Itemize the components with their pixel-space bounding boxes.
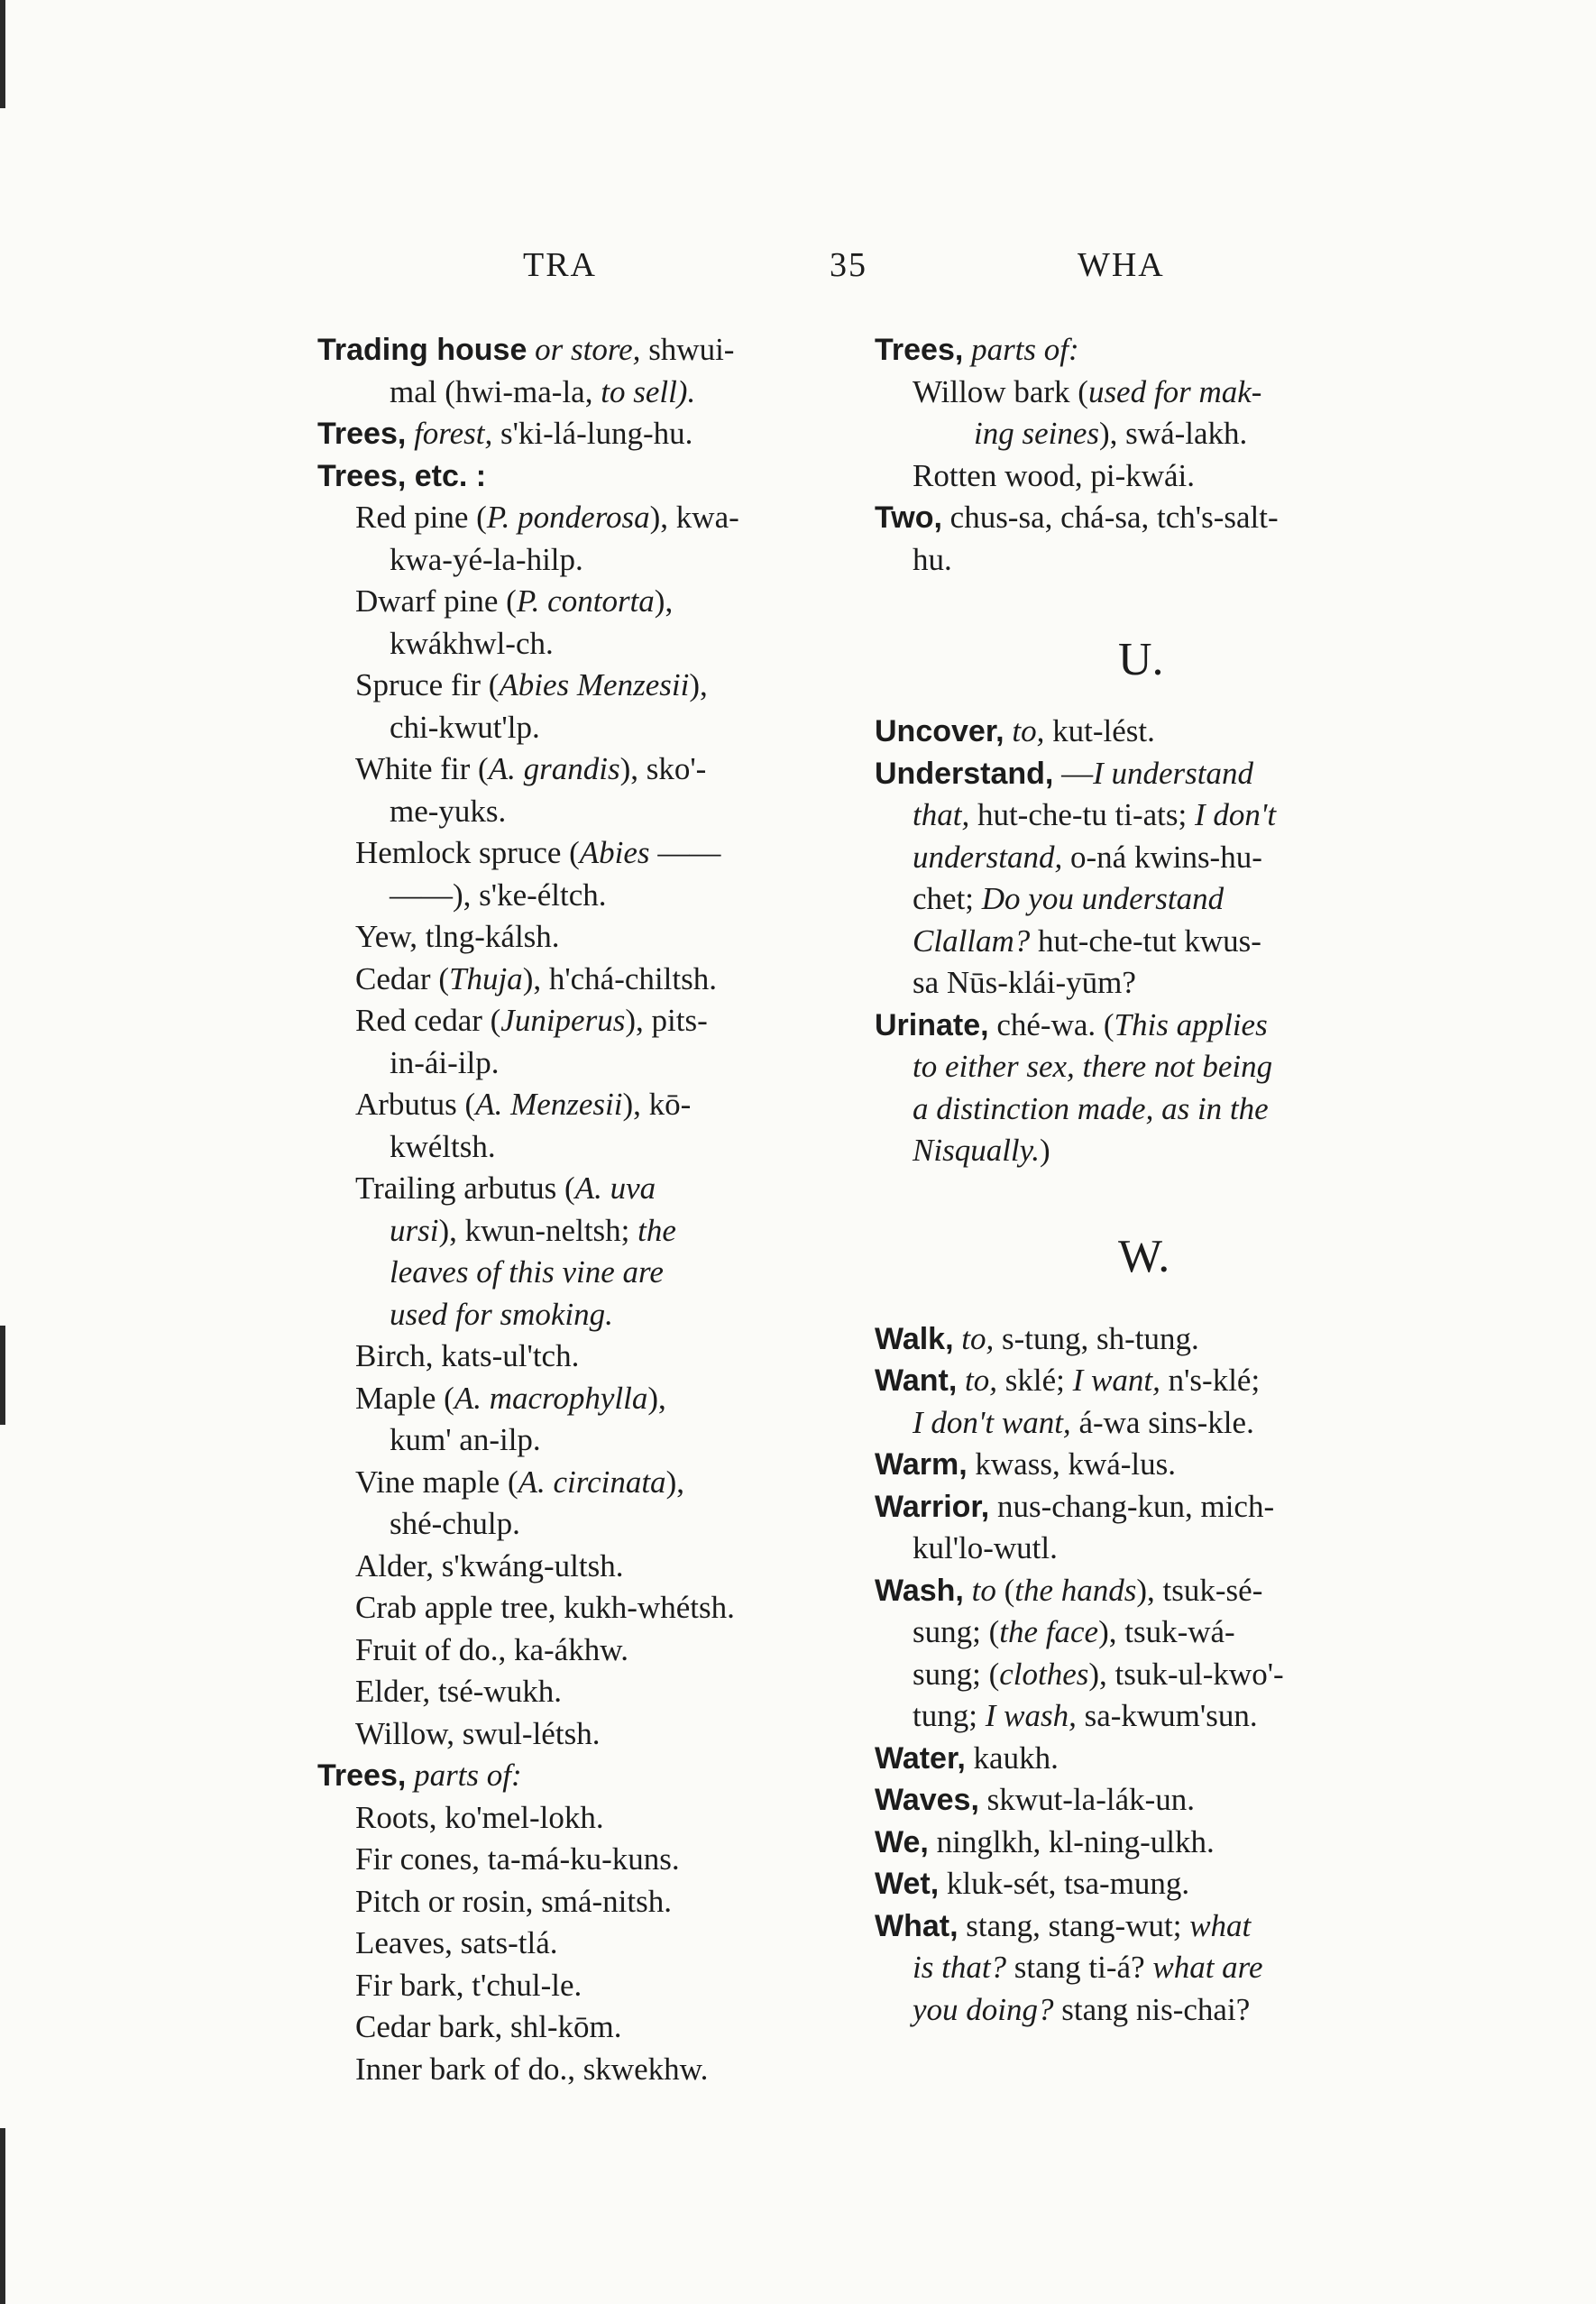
italic-qualifier: to, bbox=[957, 1363, 998, 1398]
entry-text: Fruit of do., ka-ákhw. bbox=[355, 1631, 628, 1667]
entry-continuation-line bbox=[317, 916, 818, 959]
entry-text: kwákhwl-ch. bbox=[390, 625, 554, 661]
entry-text: Crab apple tree, kukh-whétsh. bbox=[355, 1590, 735, 1625]
entry-continuation-line bbox=[317, 1378, 818, 1420]
entry-continuation-line bbox=[317, 1965, 818, 2007]
entry-text: ), sko'- bbox=[619, 751, 707, 786]
entry-continuation-line bbox=[875, 455, 1380, 498]
section-spacer bbox=[875, 1284, 1380, 1318]
entry-text: kul'lo-wutl. bbox=[913, 1530, 1058, 1565]
entry-text: Roots, ko'mel-lokh. bbox=[355, 1799, 604, 1835]
entry-continuation-line bbox=[875, 1046, 1380, 1088]
italic-qualifier: to, bbox=[953, 1320, 995, 1356]
entry-continuation-line bbox=[317, 1294, 818, 1336]
entry-text: sa-kwum'sun. bbox=[1076, 1698, 1258, 1733]
entry-headword-line bbox=[875, 1318, 1380, 1361]
entry-continuation-line bbox=[875, 1088, 1380, 1131]
entry-text: ), kwun-neltsh; bbox=[438, 1212, 638, 1248]
entry-text: s-tung, sh-tung. bbox=[994, 1320, 1199, 1356]
entry-text: Cedar bark, shl-kōm. bbox=[355, 2009, 622, 2044]
entry-continuation-line bbox=[875, 962, 1380, 1005]
headword: Two, bbox=[875, 500, 942, 535]
entry-continuation-line bbox=[317, 1839, 818, 1881]
entry-text: o-ná kwins-hu- bbox=[1062, 839, 1262, 875]
entry-continuation-line bbox=[875, 878, 1380, 921]
entry-text: Fir cones, ta-má-ku-kuns. bbox=[355, 1841, 680, 1877]
italic-gloss: you doing? bbox=[913, 1991, 1054, 2027]
italic-gloss: I wash, bbox=[985, 1698, 1077, 1733]
italic-gloss: I don't want, bbox=[913, 1404, 1071, 1440]
entry-text: Red pine ( bbox=[355, 500, 487, 535]
headword: Warm, bbox=[875, 1447, 968, 1482]
entry-text: ), h'chá-chiltsh. bbox=[522, 960, 717, 996]
entry-text: mal (hwi-ma-la, bbox=[390, 373, 601, 409]
entry-continuation-line bbox=[317, 1713, 818, 1756]
entry-continuation-line bbox=[317, 1042, 818, 1085]
entry-text: ), kwa- bbox=[649, 500, 739, 535]
entry-text: ché-wa. ( bbox=[988, 1006, 1114, 1042]
entry-text: stang ti-á? bbox=[1006, 1950, 1153, 1985]
left-column bbox=[317, 329, 818, 2090]
entry-text: sa Nūs-klái-yūm? bbox=[913, 965, 1136, 1000]
entry-text: kum' an-ilp. bbox=[390, 1422, 541, 1457]
headword: Trees, etc. : bbox=[317, 458, 487, 493]
entry-text: stang nis-chai? bbox=[1053, 1991, 1251, 2027]
entry-continuation-line bbox=[317, 1503, 818, 1546]
headword: We, bbox=[875, 1824, 929, 1859]
entry-continuation-line bbox=[317, 1084, 818, 1126]
entry-text: me-yuks. bbox=[390, 793, 507, 829]
headword: Urinate, bbox=[875, 1007, 989, 1042]
entry-text: Arbutus ( bbox=[355, 1087, 476, 1122]
running-header bbox=[316, 245, 1380, 290]
entry-text: Leaves, sats-tlá. bbox=[355, 1925, 558, 1960]
italic-gloss: to either sex, there not being bbox=[913, 1049, 1273, 1084]
entry-headword-line bbox=[875, 497, 1380, 539]
italic-gloss: the face bbox=[999, 1614, 1099, 1649]
entry-continuation-line bbox=[875, 413, 1380, 455]
species-name: Abies bbox=[579, 835, 650, 870]
entry-continuation-line bbox=[317, 1252, 818, 1294]
entry-headword-line bbox=[875, 1570, 1380, 1612]
entry-text: in-ái-ilp. bbox=[390, 1044, 500, 1080]
entry-text: Willow bark ( bbox=[913, 373, 1088, 409]
entry-text: Fir bark, t'chul-le. bbox=[355, 1967, 582, 2003]
italic-qualifier: parts of: bbox=[406, 1758, 522, 1793]
entry-continuation-line bbox=[317, 1923, 818, 1965]
entry-text: —— bbox=[649, 835, 721, 870]
entry-text: Trailing arbutus ( bbox=[355, 1170, 575, 1206]
entry-headword-line bbox=[875, 329, 1380, 372]
headword: Trees, bbox=[317, 417, 407, 451]
entry-headword-line bbox=[317, 1755, 818, 1797]
headword: Trading house bbox=[317, 333, 527, 367]
italic-gloss: ursi bbox=[390, 1212, 439, 1248]
italic-gloss: that, bbox=[913, 797, 970, 832]
entry-continuation-line bbox=[317, 1462, 818, 1504]
species-name: Thuja bbox=[448, 960, 523, 996]
entry-continuation-line bbox=[317, 1000, 818, 1042]
entry-text: Vine maple ( bbox=[355, 1464, 518, 1500]
entry-continuation-line bbox=[317, 748, 818, 791]
headword: What, bbox=[875, 1908, 959, 1943]
species-name: Juniperus bbox=[500, 1003, 626, 1038]
entry-continuation-line bbox=[875, 1989, 1380, 2032]
entry-text: Dwarf pine ( bbox=[355, 583, 517, 619]
italic-qualifier: to bbox=[963, 1572, 996, 1608]
entry-text: nus-chang-kun, mich- bbox=[989, 1488, 1275, 1524]
italic-gloss: understand, bbox=[913, 839, 1063, 875]
entry-headword-line bbox=[875, 753, 1380, 795]
page-number: 35 bbox=[830, 246, 867, 284]
headword: Wash, bbox=[875, 1573, 964, 1608]
italic-gloss: I understand bbox=[1093, 755, 1254, 791]
italic-gloss: a distinction made, as in the bbox=[913, 1090, 1269, 1126]
entry-headword-line bbox=[875, 711, 1380, 753]
entry-continuation-line bbox=[875, 921, 1380, 963]
entry-text: ), bbox=[665, 1464, 684, 1500]
species-name: A. macrophylla bbox=[454, 1380, 648, 1416]
header-right-guideword: WHA bbox=[1078, 246, 1165, 284]
italic-qualifier: forest, bbox=[406, 416, 493, 451]
entry-continuation-line bbox=[317, 832, 818, 875]
entry-continuation-line bbox=[875, 1654, 1380, 1696]
entry-continuation-line bbox=[317, 1546, 818, 1588]
entry-text: ), bbox=[647, 1380, 666, 1416]
entry-continuation-line bbox=[317, 665, 818, 707]
entry-continuation-line bbox=[875, 1402, 1380, 1445]
entry-text: kwass, kwá-lus. bbox=[967, 1446, 1177, 1482]
entry-continuation-line bbox=[317, 959, 818, 1001]
entry-text: chet; bbox=[913, 881, 982, 916]
entry-continuation-line bbox=[317, 1587, 818, 1629]
entry-continuation-line bbox=[317, 1210, 818, 1253]
entry-text: ), kō- bbox=[622, 1087, 692, 1122]
species-name: P. contorta bbox=[516, 583, 655, 619]
scan-edge-shadow bbox=[0, 2128, 5, 2304]
entry-text: sung; ( bbox=[913, 1614, 1000, 1649]
species-name: used for mak- bbox=[1087, 373, 1262, 409]
entry-continuation-line bbox=[317, 1336, 818, 1378]
entry-continuation-line bbox=[317, 581, 818, 623]
entry-text: ) bbox=[1040, 1133, 1050, 1168]
entry-continuation-line bbox=[317, 875, 818, 917]
entry-continuation-line bbox=[317, 791, 818, 833]
entry-text: Rotten wood, pi-kwái. bbox=[913, 457, 1196, 493]
entry-text: á-wa sins-kle. bbox=[1070, 1404, 1254, 1440]
entry-text: kaukh. bbox=[965, 1739, 1059, 1776]
italic-gloss: This applies bbox=[1114, 1006, 1268, 1042]
entry-text: kwéltsh. bbox=[390, 1128, 496, 1164]
entry-headword-line bbox=[875, 1005, 1380, 1047]
species-name: A. uva bbox=[574, 1170, 656, 1206]
entry-headword-line bbox=[875, 1822, 1380, 1864]
italic-gloss: leaves of this vine are bbox=[390, 1254, 664, 1290]
entry-text: ( bbox=[995, 1572, 1015, 1608]
entry-headword-line bbox=[875, 1779, 1380, 1822]
species-name: P. ponderosa bbox=[486, 500, 650, 535]
species-name: A. grandis bbox=[488, 751, 620, 786]
entry-headword-line bbox=[875, 1863, 1380, 1905]
entry-text: s'ki-lá-lung-hu. bbox=[492, 416, 693, 451]
italic-gloss: ing seines bbox=[974, 416, 1100, 451]
entry-continuation-line bbox=[875, 372, 1380, 414]
entry-text: ——), s'ke-éltch. bbox=[390, 877, 607, 913]
species-name: Abies Menzesii bbox=[499, 667, 690, 702]
entry-text: stang, stang-wut; bbox=[958, 1907, 1190, 1943]
italic-gloss: Do you understand bbox=[981, 881, 1225, 916]
entry-continuation-line bbox=[317, 1671, 818, 1713]
entry-text: — bbox=[1053, 755, 1094, 791]
entry-continuation-line bbox=[875, 1947, 1380, 1989]
entry-continuation-line bbox=[317, 623, 818, 665]
entry-text: ), tsuk-ul-kwo'- bbox=[1088, 1656, 1284, 1692]
italic-gloss: the bbox=[637, 1212, 676, 1248]
entry-text: ), tsuk-sé- bbox=[1136, 1572, 1263, 1608]
entry-text: ), tsuk-wá- bbox=[1098, 1614, 1235, 1649]
header-left-guideword: TRA bbox=[523, 246, 597, 284]
entry-text: chi-kwut'lp. bbox=[390, 709, 540, 745]
italic-gloss: Nisqually. bbox=[913, 1133, 1040, 1168]
entry-text: sklé; bbox=[997, 1363, 1073, 1398]
entry-continuation-line bbox=[317, 1881, 818, 1923]
headword: Wet, bbox=[875, 1867, 940, 1901]
entry-text: Cedar ( bbox=[355, 960, 449, 996]
italic-gloss: to sell). bbox=[601, 373, 696, 409]
italic-gloss: clothes bbox=[999, 1656, 1089, 1692]
entry-text: hut-che-tut kwus- bbox=[1030, 923, 1261, 959]
entry-continuation-line bbox=[317, 2006, 818, 2049]
italic-gloss: what bbox=[1189, 1907, 1252, 1943]
entry-text: shé-chulp. bbox=[390, 1506, 520, 1541]
entry-text: Elder, tsé-wukh. bbox=[355, 1674, 562, 1709]
entry-headword-line bbox=[875, 1738, 1380, 1780]
entry-headword-line bbox=[875, 1486, 1380, 1528]
section-spacer bbox=[875, 687, 1380, 711]
entry-continuation-line bbox=[875, 837, 1380, 879]
headword: Water, bbox=[875, 1740, 966, 1776]
letter-section-heading: U. bbox=[1118, 634, 1164, 685]
entry-text: ), bbox=[689, 667, 708, 702]
scan-edge-shadow bbox=[0, 1326, 5, 1425]
italic-gloss: Clallam? bbox=[913, 923, 1031, 959]
italic-gloss: I want, bbox=[1072, 1363, 1160, 1398]
headword: Understand, bbox=[875, 756, 1054, 791]
italic-gloss: used for smoking. bbox=[390, 1296, 613, 1332]
italic-gloss: is that? bbox=[913, 1950, 1007, 1985]
entry-headword-line bbox=[317, 455, 818, 498]
italic-gloss: I don't bbox=[1195, 797, 1277, 832]
entry-text: Maple ( bbox=[355, 1380, 454, 1416]
section-spacer bbox=[875, 1172, 1380, 1230]
headword: Walk, bbox=[875, 1321, 954, 1356]
headword: Trees, bbox=[875, 333, 964, 367]
entry-text: Pitch or rosin, smá-nitsh. bbox=[355, 1883, 672, 1919]
entry-continuation-line bbox=[875, 1695, 1380, 1738]
headword: Waves, bbox=[875, 1783, 979, 1817]
entry-text: Hemlock spruce ( bbox=[355, 835, 580, 870]
entry-text: sung; ( bbox=[913, 1656, 1000, 1692]
entry-headword-line bbox=[875, 1360, 1380, 1402]
right-column bbox=[875, 329, 1380, 2031]
entry-continuation-line bbox=[317, 539, 818, 582]
entry-text: kut-lést. bbox=[1044, 713, 1155, 748]
entry-text: ), pits- bbox=[625, 1003, 708, 1038]
entry-text: tung; bbox=[913, 1698, 986, 1733]
entry-text: Birch, kats-ul'tch. bbox=[355, 1338, 580, 1373]
entry-headword-line bbox=[317, 329, 818, 372]
entry-text: n's-klé; bbox=[1160, 1363, 1261, 1398]
italic-gloss: the hands bbox=[1014, 1572, 1137, 1608]
section-spacer bbox=[875, 581, 1380, 633]
entry-text: Willow, swul-létsh. bbox=[355, 1715, 601, 1751]
entry-headword-line bbox=[875, 1444, 1380, 1486]
entry-text: Inner bark of do., skwekhw. bbox=[355, 2051, 709, 2087]
headword: Warrior, bbox=[875, 1489, 990, 1524]
entry-text: kluk-sét, tsa-mung. bbox=[939, 1866, 1190, 1901]
entry-text: shwui- bbox=[640, 332, 735, 367]
letter-section-heading: W. bbox=[1118, 1230, 1170, 1282]
entry-text: chus-sa, chá-sa, tch's-salt- bbox=[941, 500, 1279, 535]
entry-text: hut-che-tu ti-ats; bbox=[969, 797, 1195, 832]
entry-text: Spruce fir ( bbox=[355, 667, 500, 702]
entry-text: kwa-yé-la-hilp. bbox=[390, 541, 583, 577]
entry-text: Yew, tlng-kálsh. bbox=[355, 919, 560, 954]
italic-qualifier: parts of: bbox=[963, 332, 1079, 367]
entry-continuation-line bbox=[317, 1629, 818, 1672]
entry-continuation-line bbox=[317, 2049, 818, 2091]
entry-text: skwut-la-lák-un. bbox=[978, 1782, 1196, 1817]
entry-text: ninglkh, kl-ning-ulkh. bbox=[928, 1823, 1215, 1859]
entry-continuation-line bbox=[875, 794, 1380, 837]
entry-continuation-line bbox=[875, 1611, 1380, 1654]
entry-continuation-line bbox=[317, 707, 818, 749]
species-name: A. Menzesii bbox=[475, 1087, 623, 1122]
entry-text: hu. bbox=[913, 541, 952, 577]
entry-continuation-line bbox=[317, 1126, 818, 1169]
italic-qualifier: or store, bbox=[527, 332, 641, 367]
entry-headword-line bbox=[317, 413, 818, 455]
entry-headword-line bbox=[875, 1905, 1380, 1948]
headword: Uncover, bbox=[875, 714, 1004, 748]
entry-text: Alder, s'kwáng-ultsh. bbox=[355, 1547, 624, 1583]
entry-continuation-line bbox=[875, 539, 1380, 582]
entry-text: White fir ( bbox=[355, 751, 489, 786]
entry-continuation-line bbox=[875, 1528, 1380, 1570]
species-name: A. circinata bbox=[518, 1464, 666, 1500]
scan-edge-shadow bbox=[0, 0, 5, 108]
entry-continuation-line bbox=[317, 1419, 818, 1462]
entry-text: Red cedar ( bbox=[355, 1003, 501, 1038]
entry-continuation-line bbox=[317, 1797, 818, 1840]
entry-continuation-line bbox=[317, 497, 818, 539]
italic-gloss: what are bbox=[1152, 1950, 1263, 1985]
headword: Want, bbox=[875, 1363, 958, 1398]
entry-text: ), bbox=[654, 583, 674, 619]
entry-text: ), swá-lakh. bbox=[1099, 416, 1248, 451]
italic-qualifier: to, bbox=[1004, 713, 1045, 748]
entry-continuation-line bbox=[317, 372, 818, 414]
headword: Trees, bbox=[317, 1758, 407, 1793]
entry-continuation-line bbox=[875, 1130, 1380, 1172]
entry-continuation-line bbox=[317, 1168, 818, 1210]
